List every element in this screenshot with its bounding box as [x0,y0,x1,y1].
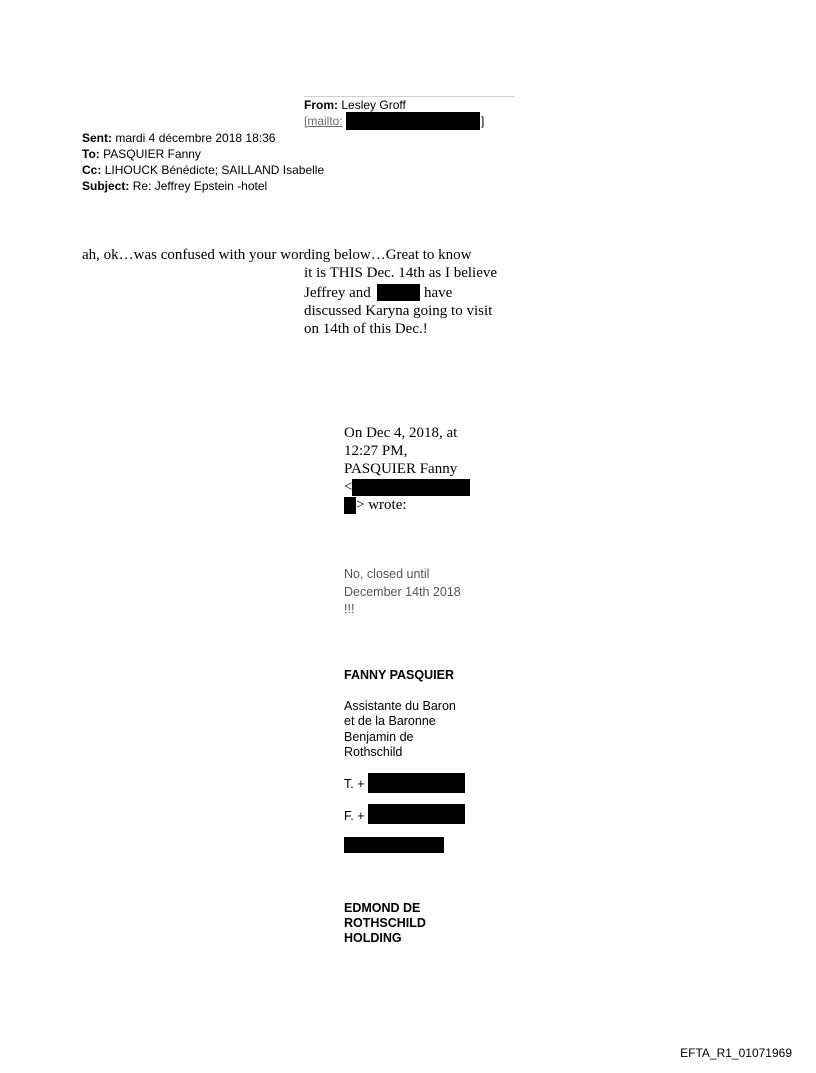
document-id: EFTA_R1_01071969 [680,1046,792,1060]
quote-intro-line-2: 12:27 PM, [344,443,408,459]
reply-line-3-start: Jeffrey and [304,285,371,301]
redaction-block [368,773,465,793]
quoted-line-2: December 14th 2018 [344,585,461,599]
reply-line-2: it is THIS Dec. 14th as I believe [304,265,498,281]
quote-intro-line-4: < [344,479,353,495]
quoted-line-3: !!! [344,602,355,616]
fax-label: F. + [344,809,365,823]
from-line [304,98,406,113]
sent-line [82,131,275,146]
reply-line-1: ah, ok…was confused with your wording below…Great to know [82,247,472,263]
redaction-block [377,284,420,301]
redaction-block [344,837,444,853]
quote-intro-line-3: PASQUIER Fanny [344,461,458,477]
sent-value: mardi 4 décembre 2018 18:36 [115,131,276,145]
signature-title-3: Benjamin de [344,730,414,744]
to-label: To: [82,147,100,161]
company-line-3: HOLDING [344,931,402,945]
quoted-line-1: No, closed until [344,567,430,581]
to-line [82,147,201,162]
phone-label: T. + [344,777,365,791]
sent-label: Sent: [82,131,112,145]
redaction-block [344,497,356,514]
company-line-2: ROTHSCHILD [344,916,426,930]
from-divider [304,96,514,97]
subject-line [82,179,267,194]
signature-title-4: Rothschild [344,745,403,759]
reply-line-3-end: have [424,285,453,301]
subject-value: Re: Jeffrey Epstein -hotel [132,179,268,193]
quote-intro-line-1: On Dec 4, 2018, at [344,425,458,441]
signature-name: FANNY PASQUIER [344,668,454,682]
quote-intro-line-5: > wrote: [356,497,407,513]
redaction-block [346,112,480,130]
signature-title-1: Assistante du Baron [344,699,456,713]
company-line-1: EDMOND DE [344,901,421,915]
mailto-link[interactable]: [mailto: [304,114,343,128]
subject-label: Subject: [82,179,130,193]
mailto-close-bracket: ] [481,114,485,128]
redaction-block [352,479,470,496]
reply-line-5: on 14th of this Dec.! [304,321,428,337]
cc-line [82,163,324,178]
mailto-close [481,114,484,129]
from-label: From: [304,98,338,112]
reply-line-4: discussed Karyna going to visit [304,303,493,319]
mailto-line [304,114,343,129]
cc-label: Cc: [82,163,102,177]
signature-title-2: et de la Baronne [344,714,436,728]
redaction-block [368,804,465,824]
cc-value: LIHOUCK Bénédicte; SAILLAND Isabelle [104,163,325,177]
from-value: Lesley Groff [341,98,406,112]
to-value: PASQUIER Fanny [103,147,201,161]
